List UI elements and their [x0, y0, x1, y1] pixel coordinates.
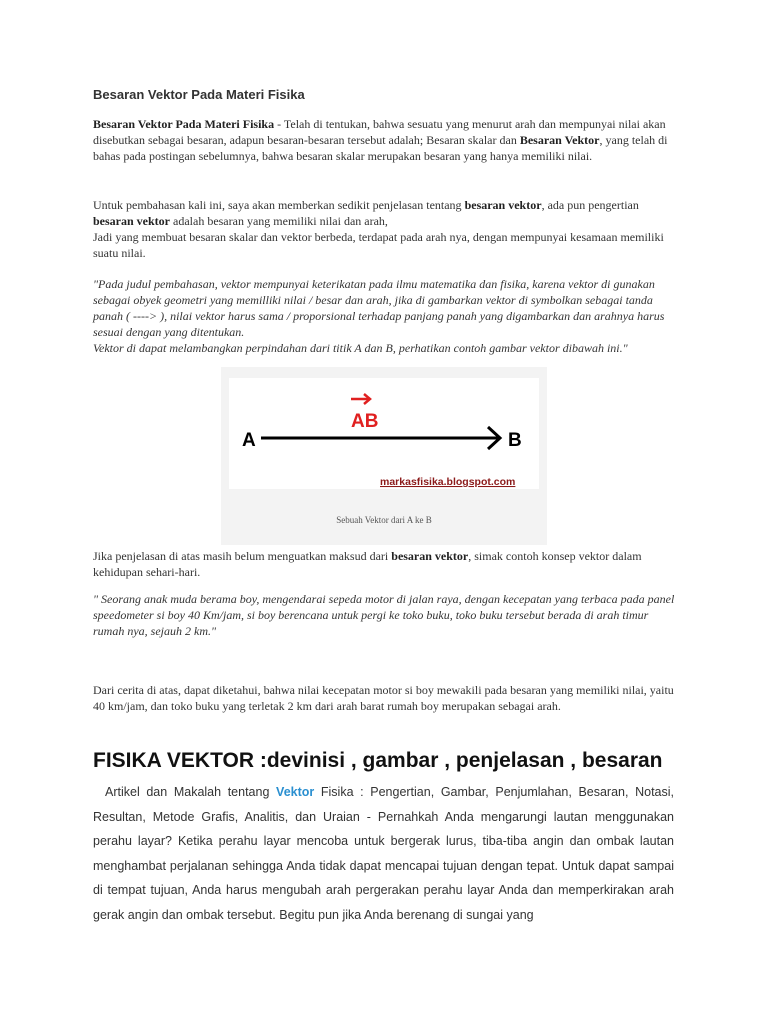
watermark-text: markasfisika.blogspot.com: [380, 476, 516, 488]
quote-paragraph: "Pada judul pembahasan, vektor mempunyai keterikatan pada ilmu matematika dan fisika, karena vektor di gunakan sebagai obyek geometri yang memilliki nilai / besar dan arah, jika di gambarkan vektor di symbolkan sebagai tanda panah ( ----> ), nilai vektor harus sama / proporsional terhadap panjang panah yang digambarkan dan arahnya harus sesuai dengan yang ditentukan. Vektor di dapat melambangkan perpindahan dari titik A dan B, perhatikan contoh gambar vektor dibawah ini.": [93, 277, 665, 355]
vector-image: [229, 378, 539, 489]
vector-figure: [221, 367, 547, 545]
article-body: Artikel dan Makalah tentang Vektor Fisika : Pengertian, Gambar, Penjumlahan, Besaran, Notasi, Resultan, Metode Grafis, Analitis, dan Uraian - Pernahkah Anda mengarungi lautan menggunakan perahu layar? Ketika perahu layar mencoba untuk bergerak lurus, tiba-tiba angin dan ombak lautan menghambat perjalanan sehingga Anda tidak dapat mencapai tujuan dengan tepat. Untuk dapat sampai di tempat tujuan, Anda harus mengubah arah pergerakan perahu layar Anda dan memperkirakan arah gerak angin dan ombak tersebut. Begitu pun jika Anda berenang di sungai yang: [93, 785, 675, 922]
bold-term: besaran vektor: [93, 214, 170, 228]
intro-paragraph: Besaran Vektor Pada Materi Fisika - Telah di tentukan, bahwa sesuatu yang menurut arah dan mempunyai nilai akan disebutkan sebagai besaran, adapun besaran-besaran tersebut adalah; Besaran skalar dan Besaran Vektor, yang telah di bahas pada postingan sebelumnya, bahwa besaran skalar merupakan besaran yang hanya memiliki nilai.: [93, 117, 668, 163]
conclusion-paragraph: Dari cerita di atas, dapat diketahui, bahwa nilai kecepatan motor si boy mewakili pada besaran yang memiliki nilai, yaitu 40 km/jam, dan toko buku yang terletak 2 km dari arah barat rumah boy merupakan sebagai arah.: [93, 683, 674, 713]
example-intro-paragraph: Jika penjelasan di atas masih belum menguatkan maksud dari besaran vektor, simak contoh konsep vektor dalam kehidupan sehari-hari.: [93, 549, 642, 579]
figure-caption: Sebuah Vektor dari A ke B: [336, 515, 432, 525]
vector-label: AB: [351, 411, 379, 432]
bold-term: besaran vektor: [464, 198, 542, 212]
vektor-link[interactable]: Vektor: [276, 785, 315, 799]
point-b-label: B: [508, 430, 522, 451]
bold-term: besaran vektor: [391, 549, 469, 563]
point-a-label: A: [242, 430, 256, 451]
section-heading: FISIKA VEKTOR :devinisi , gambar , penjelasan , besaran: [93, 749, 663, 772]
article-title: Besaran Vektor Pada Materi Fisika: [93, 87, 305, 102]
example-quote: " Seorang anak muda berama boy, mengendarai sepeda motor di jalan raya, dengan kecepatan yang terbaca pada panel speedometer si boy 40 Km/jam, si boy berencana untuk pergi ke toko buku, toko buku tersebut berada di arah timur rumah nya, sejauh 2 km.": [93, 592, 675, 638]
vector-arrow-diagram: [229, 378, 539, 489]
bold-term: Besaran Vektor: [519, 133, 600, 147]
definition-paragraph: Untuk pembahasan kali ini, saya akan memberkan sedikit penjelasan tentang besaran vektor, ada pun pengertian besaran vektor adalah besaran yang memiliki nilai dan arah, Jadi yang membuat besaran skalar dan vektor berbeda, terdapat pada arah nya, dengan mempunyai kesamaan memiliki suatu nilai.: [93, 198, 664, 260]
bold-term: Besaran Vektor Pada Materi Fisika: [93, 117, 275, 131]
